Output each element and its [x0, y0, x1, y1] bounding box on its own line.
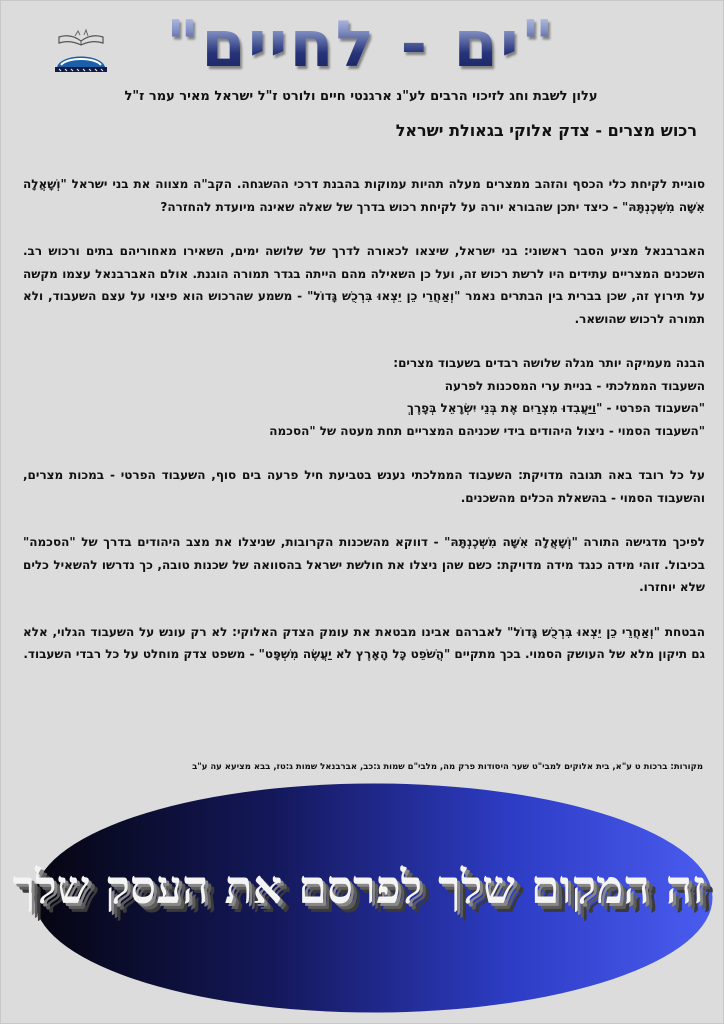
paragraph-1: סוגיית לקיחת כלי הכסף והזהב ממצרים מעלה תהיות עמוקות בהבנת דרכי ההשגחה. הקב"ה מצווה את בני ישראל "וְשָׁאֲלָה אִשָּׁה מִשְּׁכֶנְתָּהּ" - כיצד יתכן שהבורא יורה על לקיחת רכוש בדרך של שאלה שאינה מיועדת להחזרה? — [23, 177, 705, 214]
paragraph-2: האברבנאל מציע הסבר ראשוני: בני ישראל, שיצאו לכאורה לדרך של שלושה ימים, השאירו מאחוריהם בתים ורכוש רב. השכנים המצריים עתידים היו לרשת רכוש זה, ועל כן השאילה מהם הייתה בגדר תמורה הוגנת. אולם האברבנאל עצמו מקשה על תירוץ זה, שכן בברית בין הבתרים נאמר "וְאַחֲרֵי כֵן יֵצְאוּ בִּרְכֻשׁ גָּדוֹל" - משמע שהרכוש הוא פיצוי על עצם השעבוד, ולא תמורה לרכוש שהושאר. — [23, 244, 705, 326]
dedication-subtitle: עלון לשבת וחג לזיכוי הרבים לע"נ ארגנטי חיים ולורט ז"ל ישראל מאיר עמר ז"ל — [124, 89, 598, 104]
list-item: השעבוד הממלכתי - בניית ערי המסכנות לפרעה — [444, 378, 705, 393]
list-item: "השעבוד הפרטי - "וַיַּעֲבִדוּ מִצְרַיִם אֶת בְּנֵי יִשְׂרָאֵל בְּפָרֶךְ — [407, 401, 705, 415]
masthead-title: "ים - לחיים" — [151, 5, 571, 85]
list-item: "השעבוד הסמוי - ניצול היהודים בידי שכניהם המצריים תחת מעטה של "הסכמה — [269, 423, 705, 438]
book-boat-wave-logo-icon — [51, 27, 111, 77]
paragraph-4: על כל רובד באה תגובה מדויקת: השעבוד הממלכתי נענש בטביעת חיל פרעה בים סוף, השעבוד הפרטי - במכות מצרים, והשעבוד הסמוי - בהשאלת הכלים מהשכנים. — [23, 468, 705, 505]
paragraph-5: לפיכך מדגישה התורה "וְשָׁאֲלָה אִשָּׁה מִשְּׁכֶנְתָּהּ" - דווקא מהשכנות הקרובות, שניצלו את מצב היהודים בדרך של "הסכמה" בכיבול. זוהי מידה כנגד מידה מדויקת: כשם שהן ניצלו את חולשת ישראל בהסוואה של שכנות טובה, כך נדרשו להשאיל כלים שלא יוחזרו. — [23, 535, 705, 594]
paragraph-3-intro: הבנה מעמיקה יותר מגלה שלושה רבדים בשעבוד מצרים: — [393, 356, 705, 370]
article-body — [23, 173, 705, 688]
paragraph-3 — [23, 352, 705, 442]
advertisement-text: זה המקום שלך לפרסם את העסק שלך — [12, 860, 705, 914]
article-title: רכוש מצרים - צדק אלוקי בגאולת ישראל — [395, 121, 697, 140]
paragraph-6: הבטחת "וְאַחֲרֵי כֵן יֵצְאוּ בִּרְכֻשׁ גָּדוֹל" לאברהם אבינו מבטאת את עומק הצדק האלוקי: לא רק עונש על השעבוד הגלוי, אלא גם תיקון מלא של העושק הסמוי. בכך מתקיים "הֲשֹׁפֵט כָּל הָאָרֶץ לֹא יַעֲשֶׂה מִשְׁפָּט" - משפט צדק מוחלט על כל רבדי השעבוד. — [23, 624, 705, 661]
sources-line: מקורות: ברכות ט ע"א, בית אלוקים למבי"ט שער היסודות פרק מה, מלבי"ם שמות ג:כב, אברבנאל שמות ג:טז, בבא מציעא עה ע"ב — [192, 762, 703, 772]
